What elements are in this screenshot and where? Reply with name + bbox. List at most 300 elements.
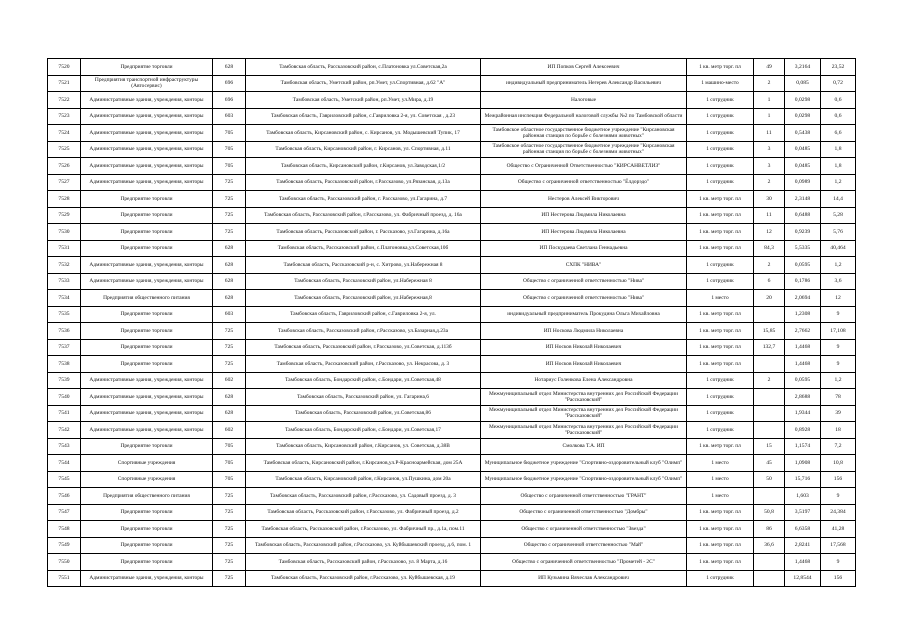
table-row — [48, 306, 856, 323]
unit-cell: 1 кв. метр торг. пл — [687, 224, 754, 241]
coefficient-cell: 6,6358 — [785, 521, 821, 538]
quantity-cell — [754, 570, 785, 587]
unit-cell: 1 сотрудник — [687, 389, 754, 406]
owner-cell: ИП Носков Николай Николаевич — [481, 356, 687, 373]
table-row — [48, 240, 856, 257]
quantity-cell — [754, 554, 785, 571]
value-cell: 39 — [821, 405, 856, 422]
address-cell: Тамбовская область, Рассказовский район, г. Рассказово, ул.Гагарина, д.7 — [246, 191, 481, 208]
object-type-cell: Административные здания, учреждения, конторы — [81, 92, 213, 109]
table-row — [48, 290, 856, 307]
coefficient-cell: 0,0485 — [785, 158, 821, 175]
address-cell: Тамбовская область, Рассказовский район, г.Рассказово, ул. 8 Марта, д.16 — [246, 554, 481, 571]
address-cell: Тамбовская область, Кирсановский район, г. Кирсанов, ул. Спортивная, д.11 — [246, 141, 481, 158]
quantity-cell: 49 — [754, 59, 785, 76]
row-id-cell: 7528 — [48, 191, 81, 208]
unit-cell: 1 кв. метр торг. пл — [687, 59, 754, 76]
value-cell: 17,108 — [821, 323, 856, 340]
table-row — [48, 488, 856, 505]
row-id-cell: 7538 — [48, 356, 81, 373]
value-cell: 9 — [821, 554, 856, 571]
municipality-code-cell: 705 — [213, 141, 246, 158]
object-type-cell: Административные здания, учреждения, конторы — [81, 174, 213, 191]
quantity-cell: 6 — [754, 273, 785, 290]
owner-cell: Общество с Ограниченной Ответственностью "КИРСАНВЕТЛИЗ" — [481, 158, 687, 175]
value-cell: 9 — [821, 339, 856, 356]
owner-cell: Нестеров Алексей Викторович — [481, 191, 687, 208]
address-cell: Тамбовская область, Гавриловский район, с.Гавриловка 2-я, ул. — [246, 306, 481, 323]
address-cell: Тамбовская область, Рассказовский район, с.Платоновка ул.Советская,2а — [246, 59, 481, 76]
quantity-cell: 3 — [754, 158, 785, 175]
quantity-cell — [754, 356, 785, 373]
address-cell: Тамбовская область, Рассказовский р-н, с. Хитрово, ул.Набережная 8 — [246, 257, 481, 274]
quantity-cell: 2 — [754, 372, 785, 389]
quantity-cell — [754, 389, 785, 406]
row-id-cell: 7536 — [48, 323, 81, 340]
quantity-cell: 11 — [754, 207, 785, 224]
quantity-cell: 132,7 — [754, 339, 785, 356]
unit-cell: 1 сотрудник — [687, 174, 754, 191]
coefficient-cell: 0,0298 — [785, 108, 821, 125]
value-cell: 10,8 — [821, 455, 856, 472]
object-type-cell: Предприятие торговли — [81, 356, 213, 373]
coefficient-cell: 0,0989 — [785, 174, 821, 191]
unit-cell: 1 сотрудник — [687, 92, 754, 109]
address-cell: Тамбовская область, Гавриловский район, с.Гавриловка 2-я, ул. Советская , д.23 — [246, 108, 481, 125]
coefficient-cell: 1,0908 — [785, 455, 821, 472]
municipality-code-cell: 628 — [213, 273, 246, 290]
quantity-cell: 2 — [754, 174, 785, 191]
row-id-cell: 7526 — [48, 158, 81, 175]
object-type-cell: Предприятие торговли — [81, 339, 213, 356]
coefficient-cell: 0,1786 — [785, 273, 821, 290]
value-cell: 78 — [821, 389, 856, 406]
coefficient-cell: 0,0485 — [785, 141, 821, 158]
municipality-code-cell: 725 — [213, 207, 246, 224]
object-type-cell: Спортивные учреждения — [81, 471, 213, 488]
row-id-cell: 7545 — [48, 471, 81, 488]
quantity-cell: 2 — [754, 257, 785, 274]
owner-cell: ИП Поскудаева Светлана Геннадьевна — [481, 240, 687, 257]
row-id-cell: 7525 — [48, 141, 81, 158]
coefficient-cell: 2,8688 — [785, 389, 821, 406]
municipality-code-cell: 705 — [213, 125, 246, 142]
value-cell: 0,6 — [821, 108, 856, 125]
municipality-code-cell: 705 — [213, 158, 246, 175]
object-type-cell: Предприятие торговли — [81, 521, 213, 538]
owner-cell: индивидуальный предприниматель Прокудина Ольга Михайловна — [481, 306, 687, 323]
table-row — [48, 537, 856, 554]
quantity-cell — [754, 405, 785, 422]
municipality-code-cell: 696 — [213, 75, 246, 92]
table-row — [48, 554, 856, 571]
municipality-code-cell: 725 — [213, 174, 246, 191]
table-row — [48, 141, 856, 158]
quantity-cell — [754, 306, 785, 323]
table-row — [48, 224, 856, 241]
object-type-cell: Административные здания, учреждения, конторы — [81, 389, 213, 406]
table-row — [48, 372, 856, 389]
table-row — [48, 257, 856, 274]
unit-cell: 1 сотрудник — [687, 570, 754, 587]
coefficient-cell: 15,716 — [785, 471, 821, 488]
object-type-cell: Предприятие торговли — [81, 554, 213, 571]
row-id-cell: 7543 — [48, 438, 81, 455]
owner-cell: Межмуниципальный отдел Министерства внутренних дел Российской Федерации "Рассказовский" — [481, 389, 687, 406]
municipality-code-cell: 602 — [213, 422, 246, 439]
unit-cell: 1 сотрудник — [687, 158, 754, 175]
quantity-cell: 84,3 — [754, 240, 785, 257]
unit-cell: 1 сотрудник — [687, 257, 754, 274]
address-cell: Тамбовская область, Рассказовский район, г.Рассказово, ул. Фабричный проезд, д.2 — [246, 504, 481, 521]
address-cell: Тамбовская область, Рассказовский район, г.Рассказово, ул. Садовый проезд, д. 3 — [246, 488, 481, 505]
row-id-cell: 7529 — [48, 207, 81, 224]
object-type-cell: Административные здания, учреждения, конторы — [81, 257, 213, 274]
table-row — [48, 75, 856, 92]
owner-cell: Общество с ограниченной ответственностью "Звезда" — [481, 521, 687, 538]
object-type-cell: Предприятия общественного питания — [81, 488, 213, 505]
quantity-cell: 50 — [754, 471, 785, 488]
municipality-code-cell: 628 — [213, 257, 246, 274]
coefficient-cell: 5,5335 — [785, 240, 821, 257]
municipality-code-cell: 725 — [213, 537, 246, 554]
object-type-cell: Предприятие торговли — [81, 504, 213, 521]
row-id-cell: 7535 — [48, 306, 81, 323]
object-type-cell: Предприятия общественного питания — [81, 290, 213, 307]
row-id-cell: 7527 — [48, 174, 81, 191]
quantity-cell: 30 — [754, 191, 785, 208]
table-row — [48, 174, 856, 191]
municipality-code-cell: 603 — [213, 108, 246, 125]
value-cell: 6,6 — [821, 125, 856, 142]
table-row — [48, 471, 856, 488]
unit-cell: 1 кв. метр торг. пл — [687, 339, 754, 356]
municipality-code-cell: 628 — [213, 389, 246, 406]
table-row — [48, 108, 856, 125]
owner-cell: Общество с ограниченной ответственностью "Ёлдорэдо" — [481, 174, 687, 191]
object-type-cell: Предприятие торговли — [81, 438, 213, 455]
address-cell: Тамбовская область, Уметский район, рп.Умет, ул.Мира, д.19 — [246, 92, 481, 109]
value-cell: 1,2 — [821, 174, 856, 191]
value-cell: 12 — [821, 290, 856, 307]
coefficient-cell: 1,603 — [785, 488, 821, 505]
quantity-cell: 1 — [754, 108, 785, 125]
object-type-cell: Предприятие торговли — [81, 240, 213, 257]
address-cell: Тамбовская область, Рассказовский район, ул.Набережная,8 — [246, 290, 481, 307]
unit-cell: 1 место — [687, 471, 754, 488]
owner-cell: Тамбовское областное государственное бюджетное учреждение "Кирсановская районная станция по борьбе с болезнями животных" — [481, 141, 687, 158]
address-cell: Тамбовская область, Уметский район, рп.Умет, ул.Спортивная, д.62 "А" — [246, 75, 481, 92]
unit-cell: 1 кв. метр торг. пл — [687, 521, 754, 538]
address-cell: Тамбовская область, Рассказовский район, г.Рассказово, ул.Рязанская, д.13а — [246, 174, 481, 191]
municipality-code-cell: 725 — [213, 323, 246, 340]
unit-cell: 1 сотрудник — [687, 273, 754, 290]
table-body — [48, 59, 856, 587]
coefficient-cell: 2,3148 — [785, 191, 821, 208]
address-cell: Тамбовская область, Рассказовский район, г.Рассказово, ул. Куйбышевская, д.19 — [246, 570, 481, 587]
value-cell: 9 — [821, 306, 856, 323]
row-id-cell: 7521 — [48, 75, 81, 92]
unit-cell: 1 кв. метр торг. пл — [687, 438, 754, 455]
table-row — [48, 323, 856, 340]
unit-cell: 1 кв. метр торг. пл — [687, 323, 754, 340]
table-row — [48, 339, 856, 356]
row-id-cell: 7549 — [48, 537, 81, 554]
municipality-code-cell: 696 — [213, 92, 246, 109]
row-id-cell: 7544 — [48, 455, 81, 472]
unit-cell: 1 кв. метр торг. пл — [687, 207, 754, 224]
address-cell: Тамбовская область, Кирсановский район, г.Кирсанов, ул.Заводская,1/2 — [246, 158, 481, 175]
value-cell: 9 — [821, 488, 856, 505]
object-type-cell: Предприятие торговли — [81, 191, 213, 208]
municipality-code-cell: 725 — [213, 224, 246, 241]
unit-cell: 1 кв. метр торг. пл — [687, 191, 754, 208]
municipality-code-cell: 628 — [213, 405, 246, 422]
row-id-cell: 7542 — [48, 422, 81, 439]
unit-cell: 1 сотрудник — [687, 141, 754, 158]
municipality-code-cell: 628 — [213, 290, 246, 307]
owner-cell: Нотариус Голенкова Елена Александровна — [481, 372, 687, 389]
quantity-cell — [754, 488, 785, 505]
address-cell: Тамбовская область, Кирсановский район, г.Кирсанов,ул.Р-Красноармейская, дом 25А — [246, 455, 481, 472]
value-cell: 156 — [821, 570, 856, 587]
owner-cell: Межмуниципальный отдел Министерства внутренних дел Российской Федерации "Рассказовский" — [481, 405, 687, 422]
table-row — [48, 438, 856, 455]
coefficient-cell: 12,8544 — [785, 570, 821, 587]
row-id-cell: 7550 — [48, 554, 81, 571]
value-cell: 156 — [821, 471, 856, 488]
coefficient-cell: 0,9239 — [785, 224, 821, 241]
quantity-cell: 1 — [754, 92, 785, 109]
coefficient-cell: 0,5438 — [785, 125, 821, 142]
quantity-cell: 12 — [754, 224, 785, 241]
address-cell: Тамбовская область, Рассказовский район, ул.Набережная 8 — [246, 273, 481, 290]
unit-cell: 1 сотрудник — [687, 125, 754, 142]
unit-cell: 1 место — [687, 455, 754, 472]
object-type-cell: Предприятие торговли — [81, 207, 213, 224]
quantity-cell: 45 — [754, 455, 785, 472]
owner-cell: Общество с ограниченной ответственностью "ГРАНТ" — [481, 488, 687, 505]
coefficient-cell: 1,4468 — [785, 554, 821, 571]
owner-cell: Общество с ограниченной ответственностью "Нива" — [481, 290, 687, 307]
coefficient-cell: 0,0595 — [785, 372, 821, 389]
row-id-cell: 7548 — [48, 521, 81, 538]
owner-cell: Общество с ограниченной ответственностью "Прометей - 2С" — [481, 554, 687, 571]
coefficient-cell: 0,6488 — [785, 207, 821, 224]
value-cell: 1,8 — [821, 141, 856, 158]
coefficient-cell: 0,0595 — [785, 257, 821, 274]
unit-cell: 1 кв. метр торг. пл — [687, 240, 754, 257]
value-cell: 14,4 — [821, 191, 856, 208]
row-id-cell: 7546 — [48, 488, 81, 505]
unit-cell: 1 кв. метр торг. пл — [687, 537, 754, 554]
row-id-cell: 7524 — [48, 125, 81, 142]
registry-table — [47, 58, 856, 587]
municipality-code-cell: 705 — [213, 471, 246, 488]
municipality-code-cell: 705 — [213, 438, 246, 455]
row-id-cell: 7522 — [48, 92, 81, 109]
address-cell: Тамбовская область, Кирсановский район, г.Кирсанов, ул. Советская, д.38В — [246, 438, 481, 455]
table-row — [48, 125, 856, 142]
address-cell: Тамбовская область, Рассказовский район, г.Рассказово, ул. Некрасова, д. 3 — [246, 356, 481, 373]
unit-cell: 1 сотрудник — [687, 422, 754, 439]
owner-cell: Налоговые — [481, 92, 687, 109]
value-cell: 0,6 — [821, 92, 856, 109]
quantity-cell: 3 — [754, 141, 785, 158]
quantity-cell: 20 — [754, 290, 785, 307]
object-type-cell: Административные здания, учреждения, конторы — [81, 372, 213, 389]
coefficient-cell: 1,1574 — [785, 438, 821, 455]
address-cell: Тамбовская область, Бондарский район, с.Бондари, ул.Советская,17 — [246, 422, 481, 439]
coefficient-cell: 3,2164 — [785, 59, 821, 76]
owner-cell: Общество с ограниченной ответственностью "Домбры" — [481, 504, 687, 521]
value-cell: 24,384 — [821, 504, 856, 521]
quantity-cell: 86 — [754, 521, 785, 538]
row-id-cell: 7531 — [48, 240, 81, 257]
value-cell: 1,2 — [821, 257, 856, 274]
coefficient-cell: 0,0298 — [785, 92, 821, 109]
value-cell: 0,72 — [821, 75, 856, 92]
address-cell: Тамбовская область, Бондарский район, с.Бондари, ул.Советская,48 — [246, 372, 481, 389]
unit-cell: 1 сотрудник — [687, 372, 754, 389]
owner-cell: Межмуниципальный отдел Министерства внутренних дел Российской Федерации "Рассказовский" — [481, 422, 687, 439]
owner-cell: ИП Нестерова Людмила Николаевна — [481, 207, 687, 224]
municipality-code-cell: 725 — [213, 504, 246, 521]
municipality-code-cell: 602 — [213, 372, 246, 389]
address-cell: Тамбовская область, Кирсановский район, с. Кирсанов, ул. Модышевский Тупик, 17 — [246, 125, 481, 142]
owner-cell: Муниципальное бюджетное учреждение "Спортивно-оздоровительный клуб "Олимп" — [481, 455, 687, 472]
object-type-cell: Предприятие торговли — [81, 323, 213, 340]
coefficient-cell: 1,2308 — [785, 306, 821, 323]
object-type-cell: Предприятие торговли — [81, 224, 213, 241]
municipality-code-cell: 725 — [213, 339, 246, 356]
owner-cell: Муниципальное бюджетное учреждение "Спортивно-оздоровительный клуб "Олимп" — [481, 471, 687, 488]
row-id-cell: 7540 — [48, 389, 81, 406]
coefficient-cell: 1,4468 — [785, 339, 821, 356]
address-cell: Тамбовская область, Рассказовский район, г. Рассказово, ул.Гагарина, д.16а — [246, 224, 481, 241]
unit-cell: 1 кв. метр торг. пл — [687, 306, 754, 323]
unit-cell: 1 сотрудник — [687, 405, 754, 422]
owner-cell: СХПК "НИВА" — [481, 257, 687, 274]
object-type-cell: Административные здания, учреждения, конторы — [81, 108, 213, 125]
municipality-code-cell: 725 — [213, 554, 246, 571]
value-cell: 7,2 — [821, 438, 856, 455]
coefficient-cell: 2,7662 — [785, 323, 821, 340]
quantity-cell: 2 — [754, 75, 785, 92]
address-cell: Тамбовская область, Рассказовский район, г.Рассказово, ул.Советская, д.113б — [246, 339, 481, 356]
row-id-cell: 7541 — [48, 405, 81, 422]
owner-cell: ИП Носков Николай Николаевич — [481, 339, 687, 356]
table-row — [48, 405, 856, 422]
coefficient-cell: 0,085 — [785, 75, 821, 92]
row-id-cell: 7534 — [48, 290, 81, 307]
municipality-code-cell: 705 — [213, 455, 246, 472]
value-cell: 40,464 — [821, 240, 856, 257]
object-type-cell: Предприятие торговли — [81, 537, 213, 554]
object-type-cell: Предприятия транспортной инфраструктуры (Автосервис) — [81, 75, 213, 92]
object-type-cell: Административные здания, учреждения, конторы — [81, 422, 213, 439]
address-cell: Тамбовская область, Рассказовский район, г.Рассказово, ул.Базарная,д.23а — [246, 323, 481, 340]
row-id-cell: 7520 — [48, 59, 81, 76]
unit-cell: 1 место — [687, 488, 754, 505]
row-id-cell: 7530 — [48, 224, 81, 241]
owner-cell: Смолкова Т.А. ИП — [481, 438, 687, 455]
municipality-code-cell: 628 — [213, 240, 246, 257]
quantity-cell — [754, 422, 785, 439]
row-id-cell: 7532 — [48, 257, 81, 274]
object-type-cell: Предприятие торговли — [81, 59, 213, 76]
unit-cell: 1 кв. метр торг. пл — [687, 356, 754, 373]
address-cell: Тамбовская область, Кирсановский район, г.Кирсанов, ул.Пушкина, дом 20а — [246, 471, 481, 488]
table-row — [48, 207, 856, 224]
unit-cell: 1 кв. метр торг. пл — [687, 504, 754, 521]
municipality-code-cell: 725 — [213, 570, 246, 587]
object-type-cell: Административные здания, учреждения, конторы — [81, 158, 213, 175]
municipality-code-cell: 725 — [213, 356, 246, 373]
table-row — [48, 59, 856, 76]
table-row — [48, 92, 856, 109]
owner-cell: ИП Кузьмина Вячеслав Александрович — [481, 570, 687, 587]
owner-cell: Общество с ограниченной ответственностью "Нива" — [481, 273, 687, 290]
municipality-code-cell: 725 — [213, 521, 246, 538]
owner-cell: Межрайонная инспекция Федеральной налоговой службы №2 по Тамбовской области — [481, 108, 687, 125]
row-id-cell: 7537 — [48, 339, 81, 356]
coefficient-cell: 1,4468 — [785, 356, 821, 373]
unit-cell: 1 сотрудник — [687, 108, 754, 125]
quantity-cell: 11 — [754, 125, 785, 142]
municipality-code-cell: 628 — [213, 59, 246, 76]
coefficient-cell: 2,0694 — [785, 290, 821, 307]
object-type-cell: Административные здания, учреждения, конторы — [81, 405, 213, 422]
owner-cell: Тамбовское областное государственное бюджетное учреждение "Кирсановская районная станция по борьбе с болезнями животных" — [481, 125, 687, 142]
value-cell: 23,52 — [821, 59, 856, 76]
quantity-cell: 15 — [754, 438, 785, 455]
table-row — [48, 504, 856, 521]
object-type-cell: Административные здания, учреждения, конторы — [81, 570, 213, 587]
value-cell: 41,28 — [821, 521, 856, 538]
row-id-cell: 7533 — [48, 273, 81, 290]
table-row — [48, 521, 856, 538]
table-row — [48, 191, 856, 208]
object-type-cell: Административные здания, учреждения, конторы — [81, 273, 213, 290]
owner-cell: ИП Попков Сергей Алексеевич — [481, 59, 687, 76]
row-id-cell: 7539 — [48, 372, 81, 389]
owner-cell: ИП Нестерова Людмила Николаевна — [481, 224, 687, 241]
value-cell: 17,568 — [821, 537, 856, 554]
row-id-cell: 7523 — [48, 108, 81, 125]
quantity-cell: 15,85 — [754, 323, 785, 340]
value-cell: 18 — [821, 422, 856, 439]
table-row — [48, 570, 856, 587]
coefficient-cell: 2,8241 — [785, 537, 821, 554]
object-type-cell: Предприятие торговли — [81, 306, 213, 323]
coefficient-cell: 0,8928 — [785, 422, 821, 439]
value-cell: 9 — [821, 356, 856, 373]
value-cell: 5,76 — [821, 224, 856, 241]
coefficient-cell: 1,9344 — [785, 405, 821, 422]
coefficient-cell: 3,5197 — [785, 504, 821, 521]
table-row — [48, 422, 856, 439]
unit-cell: 1 кв. метр торг. пл — [687, 554, 754, 571]
row-id-cell: 7547 — [48, 504, 81, 521]
address-cell: Тамбовская область, Рассказовский район, г.Рассказово, ул. Фабричный пр., д.1а, пом.11 — [246, 521, 481, 538]
object-type-cell: Административные здания, учреждения, конторы — [81, 141, 213, 158]
table-row — [48, 455, 856, 472]
address-cell: Тамбовская область, Рассказовский район, ул. Гагарина,6 — [246, 389, 481, 406]
table-row — [48, 273, 856, 290]
value-cell: 1,2 — [821, 372, 856, 389]
address-cell: Тамбовская область, Рассказовский район, г.Рассказово, ул. Куйбышевский проезд, д.6, пом. 1 — [246, 537, 481, 554]
